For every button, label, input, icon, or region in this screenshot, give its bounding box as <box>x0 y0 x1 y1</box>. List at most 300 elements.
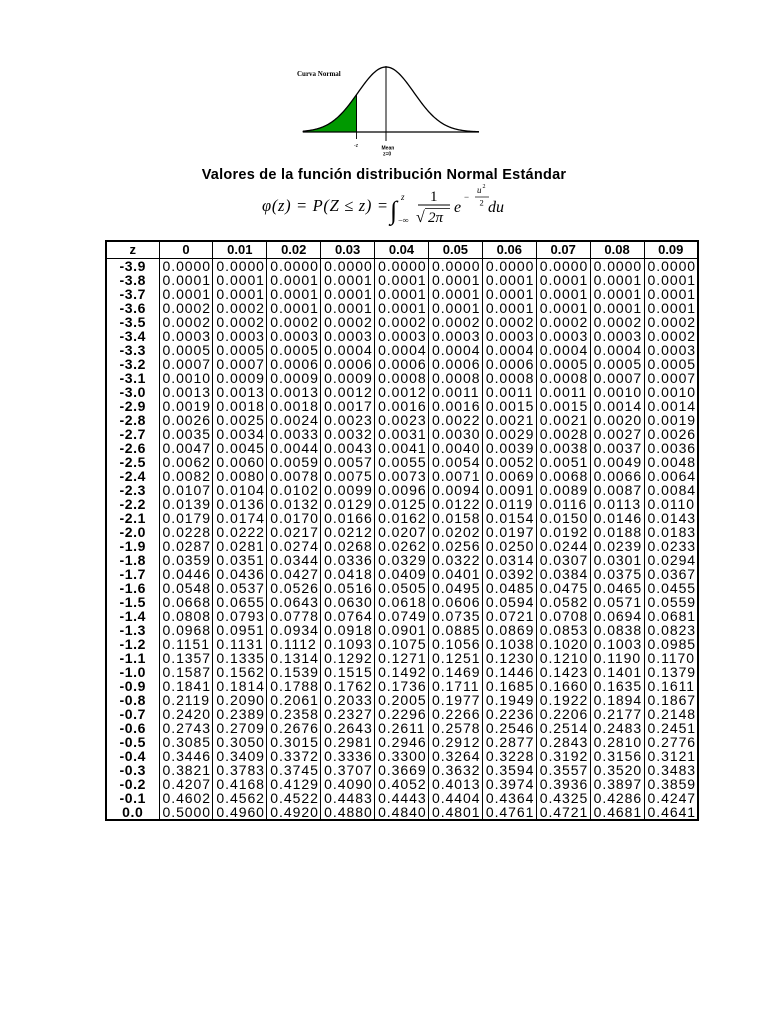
probability-cell: 0.2148 <box>644 707 698 721</box>
probability-cell: 0.1469 <box>428 665 482 679</box>
probability-cell: 0.0003 <box>159 329 213 343</box>
probability-cell: 0.0055 <box>375 455 429 469</box>
probability-cell: 0.0188 <box>590 525 644 539</box>
probability-cell: 0.0001 <box>267 287 321 301</box>
table-row <box>106 511 698 525</box>
header-decimal: 0 <box>159 241 213 258</box>
table-row <box>106 329 698 343</box>
probability-cell: 0.0003 <box>644 343 698 357</box>
probability-cell: 0.0901 <box>375 623 429 637</box>
table-row <box>106 707 698 721</box>
probability-cell: 0.0026 <box>159 413 213 427</box>
probability-cell: 0.0019 <box>159 399 213 413</box>
table-row <box>106 273 698 287</box>
header-decimal: 0.04 <box>375 241 429 258</box>
probability-cell: 0.0951 <box>213 623 267 637</box>
probability-cell: 0.0495 <box>428 581 482 595</box>
probability-cell: 0.1894 <box>590 693 644 707</box>
probability-cell: 0.4013 <box>428 777 482 791</box>
probability-cell: 0.0001 <box>590 301 644 315</box>
z-value: -0.9 <box>106 679 159 693</box>
probability-cell: 0.0051 <box>536 455 590 469</box>
probability-cell: 0.0001 <box>482 273 536 287</box>
probability-cell: 0.0516 <box>321 581 375 595</box>
probability-cell: 0.0007 <box>159 357 213 371</box>
probability-cell: 0.3372 <box>267 749 321 763</box>
table-row <box>106 637 698 651</box>
header-z: z <box>106 241 159 258</box>
probability-cell: 0.0344 <box>267 553 321 567</box>
probability-cell: 0.0006 <box>375 357 429 371</box>
probability-cell: 0.0002 <box>159 301 213 315</box>
probability-cell: 0.0013 <box>267 385 321 399</box>
probability-cell: 0.3409 <box>213 749 267 763</box>
differential: du <box>488 199 504 216</box>
probability-cell: 0.1210 <box>536 651 590 665</box>
probability-cell: 0.1379 <box>644 665 698 679</box>
probability-cell: 0.0006 <box>267 357 321 371</box>
probability-cell: 0.0001 <box>321 273 375 287</box>
probability-cell: 0.1093 <box>321 637 375 651</box>
probability-cell: 0.0005 <box>213 343 267 357</box>
probability-cell: 0.0427 <box>267 567 321 581</box>
probability-cell: 0.0778 <box>267 609 321 623</box>
z-value: -1.2 <box>106 637 159 651</box>
probability-cell: 0.4801 <box>428 805 482 820</box>
probability-cell: 0.1251 <box>428 651 482 665</box>
probability-cell: 0.0005 <box>590 357 644 371</box>
probability-cell: 0.0038 <box>536 441 590 455</box>
probability-cell: 0.0006 <box>428 357 482 371</box>
probability-cell: 0.0000 <box>590 258 644 273</box>
probability-cell: 0.0003 <box>428 329 482 343</box>
table-row <box>106 595 698 609</box>
probability-cell: 0.1841 <box>159 679 213 693</box>
table-row <box>106 553 698 567</box>
probability-cell: 0.0060 <box>213 455 267 469</box>
probability-cell: 0.0001 <box>267 301 321 315</box>
table-row <box>106 735 698 749</box>
probability-cell: 0.0000 <box>267 258 321 273</box>
probability-cell: 0.1292 <box>321 651 375 665</box>
probability-cell: 0.0004 <box>321 343 375 357</box>
probability-cell: 0.0256 <box>428 539 482 553</box>
probability-cell: 0.0559 <box>644 595 698 609</box>
table-header <box>106 241 698 258</box>
probability-cell: 0.0314 <box>482 553 536 567</box>
probability-cell: 0.0001 <box>590 287 644 301</box>
probability-cell: 0.2061 <box>267 693 321 707</box>
table-row <box>106 497 698 511</box>
probability-cell: 0.1423 <box>536 665 590 679</box>
z-value: -1.1 <box>106 651 159 665</box>
z-value: -0.5 <box>106 735 159 749</box>
probability-cell: 0.2514 <box>536 721 590 735</box>
probability-cell: 0.0918 <box>321 623 375 637</box>
table-row <box>106 693 698 707</box>
probability-cell: 0.3085 <box>159 735 213 749</box>
probability-cell: 0.0001 <box>590 273 644 287</box>
probability-cell: 0.0017 <box>321 399 375 413</box>
probability-cell: 0.2236 <box>482 707 536 721</box>
probability-cell: 0.2327 <box>321 707 375 721</box>
probability-cell: 0.0003 <box>375 329 429 343</box>
neg-z-label: -z <box>354 143 359 149</box>
probability-cell: 0.4325 <box>536 791 590 805</box>
probability-cell: 0.0010 <box>590 385 644 399</box>
probability-cell: 0.1539 <box>267 665 321 679</box>
table-row <box>106 567 698 581</box>
probability-cell: 0.0004 <box>482 343 536 357</box>
radical-sign: √ <box>416 209 425 226</box>
probability-cell: 0.0099 <box>321 483 375 497</box>
probability-cell: 0.0000 <box>213 258 267 273</box>
probability-cell: 0.1922 <box>536 693 590 707</box>
probability-cell: 0.1020 <box>536 637 590 651</box>
z-value: -1.5 <box>106 595 159 609</box>
probability-cell: 0.3594 <box>482 763 536 777</box>
probability-cell: 0.0005 <box>267 343 321 357</box>
probability-cell: 0.0013 <box>213 385 267 399</box>
probability-cell: 0.0021 <box>536 413 590 427</box>
probability-cell: 0.3745 <box>267 763 321 777</box>
probability-cell: 0.2090 <box>213 693 267 707</box>
probability-cell: 0.0681 <box>644 609 698 623</box>
probability-cell: 0.0054 <box>428 455 482 469</box>
probability-cell: 0.1814 <box>213 679 267 693</box>
probability-cell: 0.2358 <box>267 707 321 721</box>
probability-cell: 0.0018 <box>213 399 267 413</box>
probability-cell: 0.0015 <box>482 399 536 413</box>
z-value: -0.6 <box>106 721 159 735</box>
probability-cell: 0.0022 <box>428 413 482 427</box>
probability-cell: 0.3669 <box>375 763 429 777</box>
probability-cell: 0.2033 <box>321 693 375 707</box>
probability-cell: 0.0005 <box>536 357 590 371</box>
table-row <box>106 581 698 595</box>
probability-cell: 0.0066 <box>590 469 644 483</box>
probability-cell: 0.2451 <box>644 721 698 735</box>
probability-cell: 0.0170 <box>267 511 321 525</box>
probability-cell: 0.0129 <box>321 497 375 511</box>
probability-cell: 0.0764 <box>321 609 375 623</box>
z-value: -1.4 <box>106 609 159 623</box>
probability-cell: 0.0011 <box>536 385 590 399</box>
probability-cell: 0.0475 <box>536 581 590 595</box>
table-row <box>106 665 698 679</box>
header-decimal: 0.02 <box>267 241 321 258</box>
probability-cell: 0.0001 <box>267 273 321 287</box>
probability-cell: 0.0003 <box>590 329 644 343</box>
probability-cell: 0.0004 <box>375 343 429 357</box>
header-decimal: 0.07 <box>536 241 590 258</box>
probability-cell: 0.4404 <box>428 791 482 805</box>
z-value: -1.0 <box>106 665 159 679</box>
probability-cell: 0.0418 <box>321 567 375 581</box>
z-value: -2.1 <box>106 511 159 525</box>
table-row <box>106 343 698 357</box>
probability-cell: 0.0207 <box>375 525 429 539</box>
z-value: -3.1 <box>106 371 159 385</box>
probability-cell: 0.0001 <box>159 273 213 287</box>
probability-cell: 0.0102 <box>267 483 321 497</box>
probability-cell: 0.1271 <box>375 651 429 665</box>
probability-cell: 0.0043 <box>321 441 375 455</box>
probability-cell: 0.0057 <box>321 455 375 469</box>
probability-cell: 0.0014 <box>644 399 698 413</box>
z-value: -1.3 <box>106 623 159 637</box>
probability-cell: 0.0031 <box>375 427 429 441</box>
probability-cell: 0.0838 <box>590 623 644 637</box>
probability-cell: 0.1562 <box>213 665 267 679</box>
probability-cell: 0.0526 <box>267 581 321 595</box>
probability-cell: 0.1587 <box>159 665 213 679</box>
fraction-denominator: 2π <box>428 210 444 226</box>
probability-cell: 0.0006 <box>321 357 375 371</box>
probability-cell: 0.0000 <box>321 258 375 273</box>
z-value: -0.3 <box>106 763 159 777</box>
probability-cell: 0.5000 <box>159 805 213 820</box>
probability-cell: 0.0735 <box>428 609 482 623</box>
probability-cell: 0.1492 <box>375 665 429 679</box>
probability-cell: 0.0287 <box>159 539 213 553</box>
probability-cell: 0.3707 <box>321 763 375 777</box>
figure-caption: Curva Normal <box>297 70 341 78</box>
probability-cell: 0.0015 <box>536 399 590 413</box>
probability-cell: 0.3264 <box>428 749 482 763</box>
probability-cell: 0.4247 <box>644 791 698 805</box>
probability-cell: 0.0094 <box>428 483 482 497</box>
probability-cell: 0.0008 <box>536 371 590 385</box>
table-row <box>106 441 698 455</box>
normal-distribution-table <box>105 240 699 821</box>
probability-cell: 0.1788 <box>267 679 321 693</box>
probability-cell: 0.4364 <box>482 791 536 805</box>
probability-cell: 0.0721 <box>482 609 536 623</box>
exponent-denominator: 2 <box>479 197 484 208</box>
probability-cell: 0.0000 <box>375 258 429 273</box>
table-row <box>106 469 698 483</box>
probability-cell: 0.0001 <box>375 273 429 287</box>
probability-cell: 0.0029 <box>482 427 536 441</box>
probability-cell: 0.2546 <box>482 721 536 735</box>
cdf-formula <box>250 180 520 230</box>
probability-cell: 0.4840 <box>375 805 429 820</box>
probability-cell: 0.1401 <box>590 665 644 679</box>
probability-cell: 0.0002 <box>428 315 482 329</box>
probability-cell: 0.4483 <box>321 791 375 805</box>
probability-cell: 0.0001 <box>213 287 267 301</box>
probability-cell: 0.0012 <box>375 385 429 399</box>
probability-cell: 0.0001 <box>482 287 536 301</box>
z-value: -2.0 <box>106 525 159 539</box>
probability-cell: 0.0073 <box>375 469 429 483</box>
probability-cell: 0.0154 <box>482 511 536 525</box>
table-row <box>106 791 698 805</box>
probability-cell: 0.0793 <box>213 609 267 623</box>
z-value: -1.6 <box>106 581 159 595</box>
probability-cell: 0.1711 <box>428 679 482 693</box>
z-value: -3.5 <box>106 315 159 329</box>
table-row <box>106 258 698 273</box>
probability-cell: 0.3859 <box>644 777 698 791</box>
probability-cell: 0.1611 <box>644 679 698 693</box>
probability-cell: 0.0274 <box>267 539 321 553</box>
z-value: -3.9 <box>106 258 159 273</box>
probability-cell: 0.0039 <box>482 441 536 455</box>
table-row <box>106 483 698 497</box>
table-row <box>106 609 698 623</box>
probability-cell: 0.0174 <box>213 511 267 525</box>
probability-cell: 0.1949 <box>482 693 536 707</box>
probability-cell: 0.0166 <box>321 511 375 525</box>
probability-cell: 0.0002 <box>644 315 698 329</box>
probability-cell: 0.3015 <box>267 735 321 749</box>
probability-cell: 0.0048 <box>644 455 698 469</box>
probability-cell: 0.1170 <box>644 651 698 665</box>
probability-cell: 0.0582 <box>536 595 590 609</box>
integral-upper-limit: z <box>401 192 405 202</box>
probability-cell: 0.0643 <box>267 595 321 609</box>
probability-cell: 0.0035 <box>159 427 213 441</box>
probability-cell: 0.0001 <box>159 287 213 301</box>
normal-curve-figure <box>293 58 485 160</box>
z-value: -3.4 <box>106 329 159 343</box>
probability-cell: 0.0104 <box>213 483 267 497</box>
probability-cell: 0.0001 <box>375 301 429 315</box>
probability-cell: 0.1151 <box>159 637 213 651</box>
header-decimal: 0.09 <box>644 241 698 258</box>
probability-cell: 0.0505 <box>375 581 429 595</box>
z-value: -2.6 <box>106 441 159 455</box>
probability-cell: 0.0183 <box>644 525 698 539</box>
probability-cell: 0.2946 <box>375 735 429 749</box>
probability-cell: 0.4761 <box>482 805 536 820</box>
probability-cell: 0.0006 <box>482 357 536 371</box>
probability-cell: 0.0268 <box>321 539 375 553</box>
header-decimal: 0.01 <box>213 241 267 258</box>
probability-cell: 0.0014 <box>590 399 644 413</box>
shaded-left-tail <box>303 95 357 132</box>
table-body <box>106 258 698 820</box>
probability-cell: 0.0002 <box>536 315 590 329</box>
probability-cell: 0.0071 <box>428 469 482 483</box>
probability-cell: 0.0069 <box>482 469 536 483</box>
probability-cell: 0.0001 <box>536 287 590 301</box>
probability-cell: 0.0202 <box>428 525 482 539</box>
probability-cell: 0.0003 <box>321 329 375 343</box>
probability-cell: 0.0594 <box>482 595 536 609</box>
probability-cell: 0.0571 <box>590 595 644 609</box>
probability-cell: 0.0322 <box>428 553 482 567</box>
probability-cell: 0.0002 <box>321 315 375 329</box>
probability-cell: 0.0336 <box>321 553 375 567</box>
probability-cell: 0.0009 <box>321 371 375 385</box>
z-value: 0.0 <box>106 805 159 820</box>
probability-cell: 0.0003 <box>482 329 536 343</box>
probability-cell: 0.1003 <box>590 637 644 651</box>
probability-cell: 0.0001 <box>428 301 482 315</box>
probability-cell: 0.0307 <box>536 553 590 567</box>
probability-cell: 0.0239 <box>590 539 644 553</box>
probability-cell: 0.0853 <box>536 623 590 637</box>
probability-cell: 0.0122 <box>428 497 482 511</box>
probability-cell: 0.2843 <box>536 735 590 749</box>
probability-cell: 0.3050 <box>213 735 267 749</box>
probability-cell: 0.3121 <box>644 749 698 763</box>
probability-cell: 0.0027 <box>590 427 644 441</box>
probability-cell: 0.0007 <box>590 371 644 385</box>
probability-cell: 0.0037 <box>590 441 644 455</box>
probability-cell: 0.0002 <box>213 315 267 329</box>
probability-cell: 0.4602 <box>159 791 213 805</box>
probability-cell: 0.0033 <box>267 427 321 441</box>
probability-cell: 0.0016 <box>375 399 429 413</box>
probability-cell: 0.2005 <box>375 693 429 707</box>
probability-cell: 0.0001 <box>428 273 482 287</box>
table-row <box>106 777 698 791</box>
formula-lhs: φ(z) = P(Z ≤ z) = <box>262 196 388 215</box>
probability-cell: 0.0001 <box>482 301 536 315</box>
probability-cell: 0.0668 <box>159 595 213 609</box>
probability-cell: 0.0110 <box>644 497 698 511</box>
probability-cell: 0.0007 <box>213 357 267 371</box>
z-value: -2.2 <box>106 497 159 511</box>
header-decimal: 0.05 <box>428 241 482 258</box>
probability-cell: 0.0005 <box>159 343 213 357</box>
probability-cell: 0.0158 <box>428 511 482 525</box>
probability-cell: 0.0021 <box>482 413 536 427</box>
exponent-power: 2 <box>482 184 486 190</box>
probability-cell: 0.1736 <box>375 679 429 693</box>
z-value: -2.8 <box>106 413 159 427</box>
probability-cell: 0.0192 <box>536 525 590 539</box>
table-row <box>106 679 698 693</box>
probability-cell: 0.0244 <box>536 539 590 553</box>
probability-cell: 0.0197 <box>482 525 536 539</box>
probability-cell: 0.0455 <box>644 581 698 595</box>
probability-cell: 0.0000 <box>644 258 698 273</box>
probability-cell: 0.0351 <box>213 553 267 567</box>
probability-cell: 0.0009 <box>213 371 267 385</box>
z-value: -0.4 <box>106 749 159 763</box>
probability-cell: 0.0002 <box>213 301 267 315</box>
probability-cell: 0.0808 <box>159 609 213 623</box>
probability-cell: 0.0041 <box>375 441 429 455</box>
probability-cell: 0.0011 <box>482 385 536 399</box>
probability-cell: 0.2877 <box>482 735 536 749</box>
probability-cell: 0.0032 <box>321 427 375 441</box>
probability-cell: 0.1635 <box>590 679 644 693</box>
probability-cell: 0.0016 <box>428 399 482 413</box>
probability-cell: 0.1056 <box>428 637 482 651</box>
header-row <box>106 241 698 258</box>
probability-cell: 0.4681 <box>590 805 644 820</box>
probability-cell: 0.2981 <box>321 735 375 749</box>
table-row <box>106 301 698 315</box>
probability-cell: 0.0116 <box>536 497 590 511</box>
probability-cell: 0.0004 <box>590 343 644 357</box>
probability-cell: 0.0084 <box>644 483 698 497</box>
probability-cell: 0.0064 <box>644 469 698 483</box>
probability-cell: 0.0179 <box>159 511 213 525</box>
probability-cell: 0.1446 <box>482 665 536 679</box>
z-value: -0.7 <box>106 707 159 721</box>
probability-cell: 0.3936 <box>536 777 590 791</box>
probability-cell: 0.0125 <box>375 497 429 511</box>
z-value: -1.9 <box>106 539 159 553</box>
probability-cell: 0.2912 <box>428 735 482 749</box>
